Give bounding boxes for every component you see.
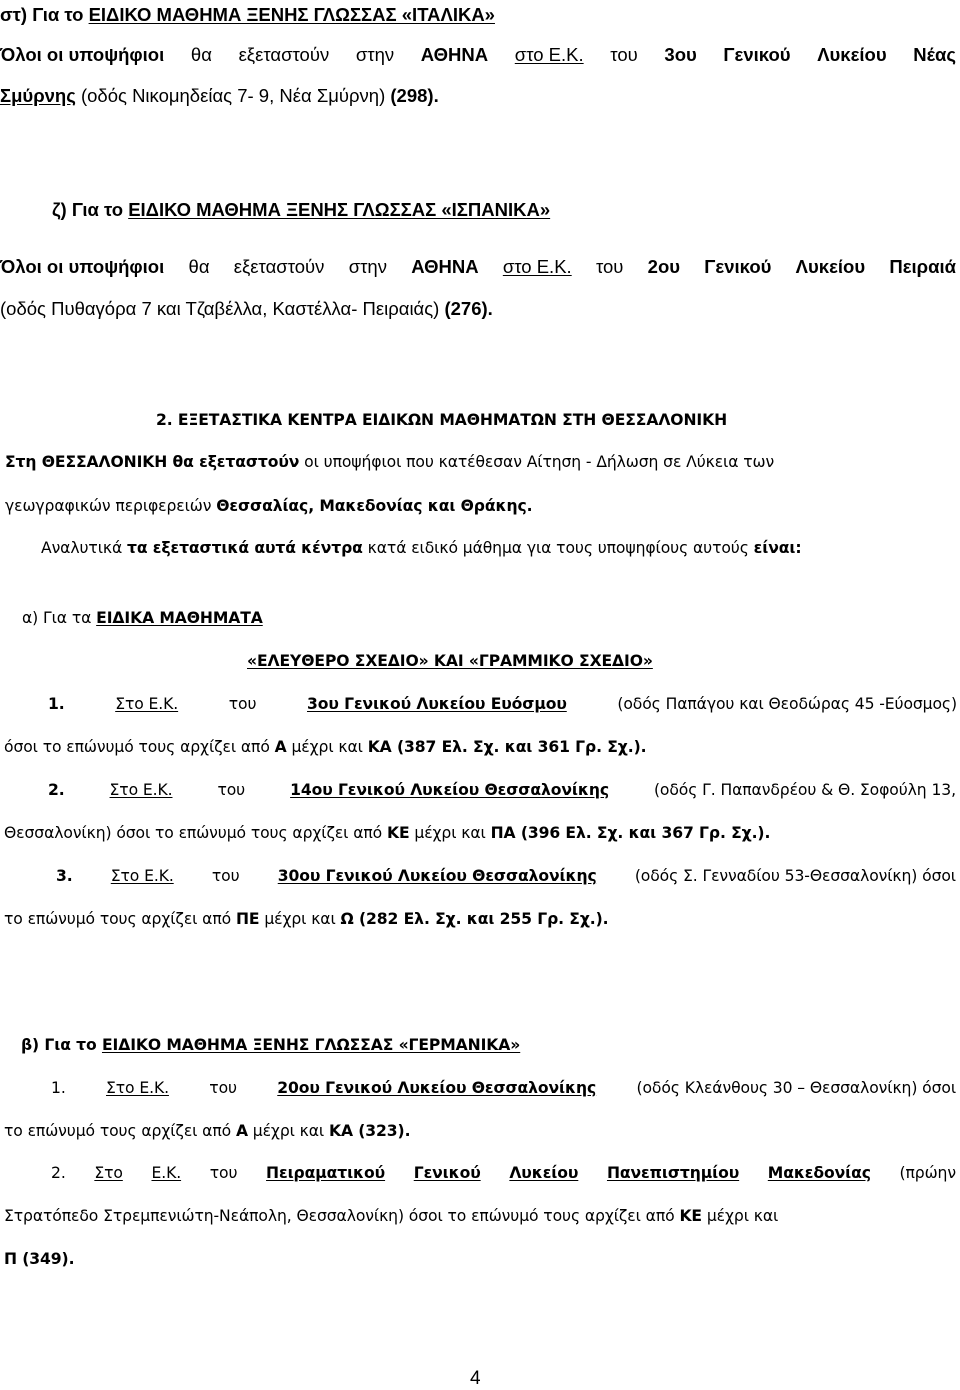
text-segment: Πειραιά — [889, 256, 956, 277]
text-segment: το επώνυμό τους αρχίζει από — [4, 910, 236, 928]
sub-b-item1-line1 — [51, 1081, 956, 1097]
heading-prefix: στ) Για το — [0, 4, 89, 25]
text-segment: στο Ε.Κ. — [502, 256, 572, 277]
section-st-heading — [0, 6, 495, 25]
text-segment: (οδός Πυθαγόρα 7 και Τζαβέλλα, Καστέλλα- Πειραιάς) — [0, 298, 445, 319]
school-name-word: Πειραματικού — [266, 1164, 386, 1182]
school-name: 3ου Γενικού Λυκείου Ευόσμου — [307, 695, 567, 713]
item-number: 1. — [51, 1079, 66, 1097]
text-segment: ΠΕ — [235, 910, 260, 928]
text-segment: Θεσσαλονίκη) όσοι το επώνυμό τους αρχίζει από — [4, 824, 387, 842]
text-segment: Όλοι οι υποψήφιοι — [0, 256, 165, 277]
text-segment: 2ου — [647, 256, 681, 277]
text-segment: Λυκείου — [817, 44, 887, 65]
heading-prefix: ζ) Για το — [52, 199, 129, 220]
text-segment: ΚΕ — [679, 1207, 702, 1225]
text-segment: ΠΑ (396 Ελ. Σχ. και 367 Γρ. Σχ.). — [490, 824, 771, 842]
school-address: (οδός Γ. Παπανδρέου & Θ. Σοφούλη 13, — [653, 781, 956, 799]
text-segment: οι υποψήφιοι που κατέθεσαν Αίτηση - Δήλωση σε Λύκεια των — [299, 453, 775, 471]
text-segment: (οδός Νικομηδείας 7- 9, Νέα Σμύρνη) — [75, 85, 391, 106]
text-segment: Π (349). — [4, 1250, 75, 1268]
heading-subject: ΕΙΔΙΚΟ ΜΑΘΗΜΑ ΞΕΝΗΣ ΓΛΩΣΣΑΣ «ΙΣΠΑΝΙΚΑ» — [128, 199, 551, 220]
text-segment: του — [595, 256, 624, 277]
text-segment: τα εξεταστικά αυτά κέντρα — [127, 539, 363, 557]
school-name: 14ου Γενικού Λυκείου Θεσσαλονίκης — [290, 781, 609, 799]
text-segment: εξεταστούν — [233, 256, 325, 277]
text-segment: ΑΘΗΝΑ — [420, 44, 489, 65]
text-segment: μέχρι και — [286, 738, 368, 756]
text-segment: Στο Ε.Κ. — [106, 1079, 169, 1097]
text-segment: 3ου — [664, 44, 697, 65]
subheading-text: «ΕΛΕΥΘΕΡΟ ΣΧΕΔΙΟ» ΚΑΙ «ΓΡΑΜΜΙΚΟ ΣΧΕΔΙΟ» — [247, 652, 653, 670]
item-number: 3. — [56, 867, 73, 885]
sub-a-heading — [22, 611, 263, 627]
school-address: (οδός Κλεάνθους 30 – Θεσσαλονίκη) όσοι — [636, 1079, 956, 1097]
section-z-line2 — [0, 300, 493, 319]
text-segment: το επώνυμό τους αρχίζει από — [4, 1122, 236, 1140]
text-segment: στην — [348, 256, 387, 277]
school-name: 30ου Γενικού Λυκείου Θεσσαλονίκης — [277, 867, 597, 885]
text-segment: Γενικού — [723, 44, 791, 65]
text-segment: (πρώην — [899, 1164, 956, 1182]
section-2-intro2 — [5, 499, 532, 515]
section-2-intro1 — [5, 455, 774, 471]
section-2-heading — [156, 413, 727, 429]
text-segment: (276). — [444, 298, 493, 319]
sub-b-item2-line3 — [4, 1252, 74, 1268]
text-segment: θα — [188, 256, 210, 277]
text-segment: (298). — [390, 85, 439, 106]
heading-text: 2. ΕΞΕΤΑΣΤΙΚΑ ΚΕΝΤΡΑ ΕΙΔΙΚΩΝ ΜΑΘΗΜΑΤΩΝ ΣΤΗ ΘΕΣΣΑΛΟΝΙΚΗ — [156, 411, 728, 429]
text-segment: Αναλυτικά — [41, 539, 127, 557]
text-segment: ΚΕ — [386, 824, 410, 842]
text-segment: του — [610, 44, 638, 65]
text-segment: του — [209, 1164, 238, 1182]
page-number: 4 — [470, 1368, 481, 1389]
sub-b-item2-line1 — [51, 1166, 956, 1182]
text-segment: ΚΑ (323). — [328, 1122, 411, 1140]
text-segment: Στο Ε.Κ. — [115, 695, 179, 713]
text-segment: είναι: — [753, 539, 802, 557]
sub-a-item1-line1 — [48, 697, 957, 713]
text-segment: Στο Ε.Κ. — [109, 781, 173, 799]
text-segment: κατά ειδικό μάθημα για τους υποψηφίους αυτούς — [362, 539, 754, 557]
text-segment: Στο — [94, 1164, 123, 1182]
text-segment: του — [211, 867, 240, 885]
heading-subject: ΕΙΔΙΚΑ ΜΑΘΗΜΑΤΑ — [96, 609, 263, 627]
school-name: 20ου Γενικού Λυκείου Θεσσαλονίκης — [277, 1079, 597, 1097]
heading-subject: ΕΙΔΙΚΟ ΜΑΘΗΜΑ ΞΕΝΗΣ ΓΛΩΣΣΑΣ «ΙΤΑΛΙΚΑ» — [88, 4, 495, 25]
sub-a-item2-line2 — [4, 826, 770, 842]
text-segment: Όλοι οι υποψήφιοι — [0, 44, 165, 65]
heading-prefix: α) Για τα — [22, 609, 97, 627]
text-segment: θα — [190, 44, 212, 65]
section-2-intro3 — [41, 541, 801, 557]
sub-a-item3-line2 — [4, 912, 608, 928]
text-segment: όσοι το επώνυμό τους αρχίζει από — [4, 738, 275, 756]
section-z-heading — [52, 201, 550, 220]
heading-prefix: β) Για το — [21, 1036, 102, 1054]
text-segment: Σμύρνης — [0, 85, 76, 106]
text-segment: Λυκείου — [795, 256, 866, 277]
school-name-word: Μακεδονίας — [767, 1164, 871, 1182]
text-segment: ΚΑ (387 Ελ. Σχ. και 361 Γρ. Σχ.). — [367, 738, 647, 756]
text-segment: ΑΘΗΝΑ — [411, 256, 479, 277]
sub-a-item3-line1 — [56, 869, 956, 885]
text-segment: μέχρι και — [259, 910, 341, 928]
item-number: 2. — [48, 781, 65, 799]
text-segment: Γενικού — [704, 256, 772, 277]
text-segment: μέχρι και — [247, 1122, 329, 1140]
text-segment: στην — [355, 44, 395, 65]
school-address: (οδός Σ. Γενναδίου 53-Θεσσαλονίκη) όσοι — [634, 867, 956, 885]
section-z-line1 — [0, 258, 956, 277]
text-segment: μέχρι και — [409, 824, 491, 842]
item-number: 2. — [51, 1164, 66, 1182]
text-segment: Α — [274, 738, 287, 756]
text-segment: Στρατόπεδο Στρεμπενιώτη-Νεάπολη, Θεσσαλονίκη) όσοι το επώνυμό τους αρχίζει από — [4, 1207, 680, 1225]
section-st-line1 — [0, 46, 956, 65]
text-segment: του — [209, 1079, 237, 1097]
text-segment: του — [228, 695, 257, 713]
text-segment: Ω (282 Ελ. Σχ. και 255 Γρ. Σχ.). — [340, 910, 609, 928]
text-segment: μέχρι και — [702, 1207, 779, 1225]
text-segment: Στη ΘΕΣΣΑΛΟΝΙΚΗ θα εξεταστούν — [5, 453, 300, 471]
text-segment: Νέας — [913, 44, 956, 65]
text-segment: Ε.Κ. — [151, 1164, 182, 1182]
text-segment: Θεσσαλίας, Μακεδονίας και Θράκης. — [216, 497, 533, 515]
text-segment: εξεταστούν — [238, 44, 330, 65]
text-segment: στο Ε.Κ. — [514, 44, 584, 65]
school-name-word: Γενικού — [413, 1164, 481, 1182]
text-segment: Στο Ε.Κ. — [110, 867, 174, 885]
text-segment: του — [217, 781, 246, 799]
heading-subject: ΕΙΔΙΚΟ ΜΑΘΗΜΑ ΞΕΝΗΣ ΓΛΩΣΣΑΣ «ΓΕΡΜΑΝΙΚΑ» — [101, 1036, 521, 1054]
sub-b-heading — [21, 1038, 520, 1054]
sub-a-subheading — [247, 654, 653, 670]
text-segment: γεωγραφικών περιφερειών — [5, 497, 217, 515]
school-name-word: Λυκείου — [509, 1164, 579, 1182]
sub-a-item2-line1 — [48, 783, 956, 799]
sub-b-item1-line2 — [4, 1124, 410, 1140]
text-segment: Α — [235, 1122, 248, 1140]
sub-b-item2-line2 — [4, 1209, 956, 1225]
sub-a-item1-line2 — [4, 740, 646, 756]
school-address: (οδός Παπάγου και Θεοδώρας 45 -Εύοσμος) — [617, 695, 957, 713]
school-name-word: Πανεπιστημίου — [606, 1164, 740, 1182]
section-st-line2 — [0, 87, 439, 106]
item-number: 1. — [48, 695, 65, 713]
